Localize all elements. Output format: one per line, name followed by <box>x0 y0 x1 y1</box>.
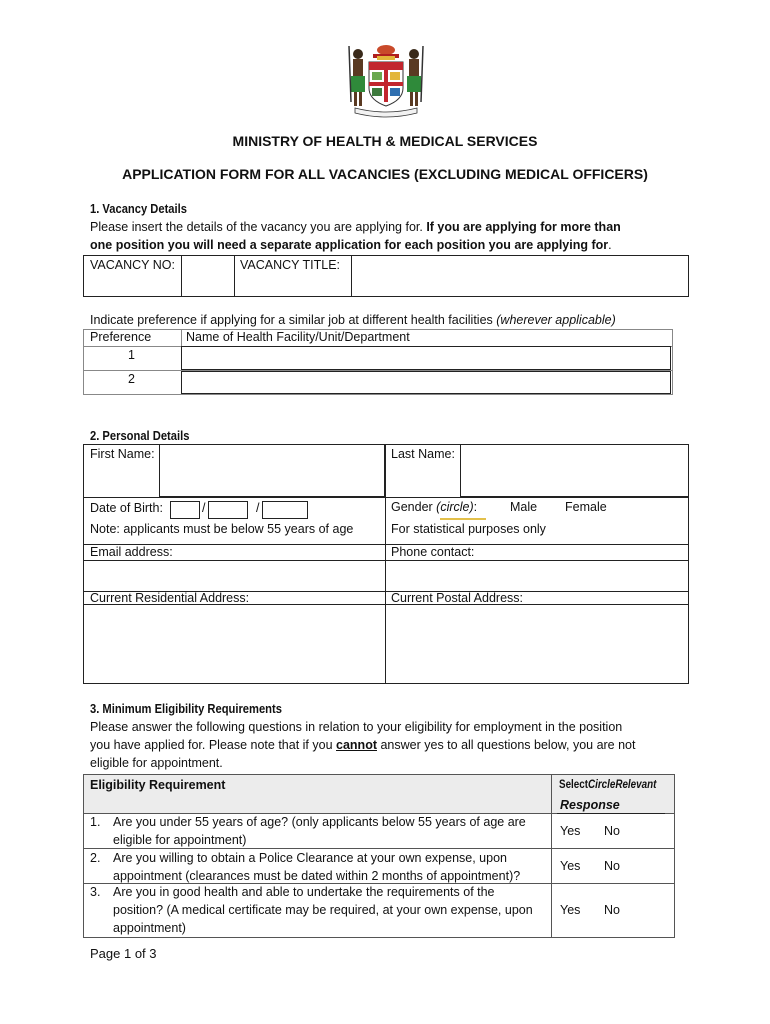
first-name-field[interactable] <box>159 444 385 497</box>
dob-year-field[interactable] <box>262 501 308 519</box>
gender-label: Gender (circle): <box>391 500 478 514</box>
dob-separator-1: / <box>202 501 206 515</box>
vacancy-instructions: Please insert the details of the vacancy you are applying for. If you are applying for more than one position you will need a separate application for each position you are applying for. <box>90 220 621 252</box>
residential-address-field[interactable] <box>84 605 384 683</box>
dob-note: Note: applicants must be below 55 years of age <box>90 522 354 536</box>
dob-month-field[interactable] <box>208 501 248 519</box>
email-field[interactable] <box>84 561 384 590</box>
form-title: APPLICATION FORM FOR ALL VACANCIES (EXCLUDING MEDICAL OFFICERS) <box>122 166 648 182</box>
section-3-heading: 3. Minimum Eligibility Requirements <box>90 701 282 716</box>
vacancy-title-field[interactable] <box>353 257 687 295</box>
coat-of-arms-logo <box>343 42 429 122</box>
last-name-field[interactable] <box>460 444 689 497</box>
vacancy-no-label: VACANCY NO: <box>90 258 175 272</box>
q1-no-option[interactable]: No <box>604 824 620 838</box>
gender-underline <box>440 518 486 520</box>
phone-field[interactable] <box>386 561 688 590</box>
eligibility-instructions: Please answer the following questions in relation to your eligibility for employment in the position you have applied for. Please note that if you cannot answer yes to all questions below, you are not eligible for appointment. <box>90 720 636 770</box>
vacancy-title-label: VACANCY TITLE: <box>240 258 341 272</box>
postal-address-field[interactable] <box>386 605 688 683</box>
q3-no-option[interactable]: No <box>604 903 620 917</box>
dob-day-field[interactable] <box>170 501 200 519</box>
email-label: Email address: <box>90 545 173 559</box>
eligibility-question-2: Are you willing to obtain a Police Clearance at your own expense, upon appointment (clearances must be dated within 2 months of appointment)? <box>113 851 521 883</box>
q1-yes-option[interactable]: Yes <box>560 824 581 838</box>
preference-header: Preference <box>90 330 152 344</box>
statistical-note: For statistical purposes only <box>391 522 546 536</box>
gender-female-option[interactable]: Female <box>565 500 607 514</box>
gender-male-option[interactable]: Male <box>510 500 538 514</box>
q3-yes-option[interactable]: Yes <box>560 903 581 917</box>
preference-number-1: 1 <box>128 348 135 362</box>
page-number: Page 1 of 3 <box>90 946 157 961</box>
q2-yes-option[interactable]: Yes <box>560 859 581 873</box>
residential-address-label: Current Residential Address: <box>90 591 250 605</box>
postal-address-label: Current Postal Address: <box>391 591 524 605</box>
eligibility-question-1: Are you under 55 years of age? (only applicants below 55 years of age are eligible for appointment) <box>113 815 526 847</box>
dob-separator-2: / <box>256 501 260 515</box>
section-1-heading: 1. Vacancy Details <box>90 201 187 216</box>
section-2-heading: 2. Personal Details <box>90 428 190 443</box>
response-header-line2: Response <box>560 798 620 812</box>
preference-number-2: 2 <box>128 372 135 386</box>
eligibility-question-2-number: 2. <box>90 851 101 865</box>
response-header-line1: SelectCircleRelevant <box>559 777 657 791</box>
preference-2-field[interactable] <box>181 371 671 394</box>
last-name-label: Last Name: <box>391 447 455 461</box>
eligibility-question-3: Are you in good health and able to undertake the requirements of the position? (A medical certificate may be required, at your own expense, upon appointment) <box>113 885 533 935</box>
preference-note: Indicate preference if applying for a similar job at different health facilities (wherever applicable) <box>90 313 616 327</box>
eligibility-requirement-header: Eligibility Requirement <box>90 778 226 792</box>
ministry-title: MINISTRY OF HEALTH & MEDICAL SERVICES <box>232 133 538 149</box>
q2-no-option[interactable]: No <box>604 859 620 873</box>
eligibility-question-1-number: 1. <box>90 815 101 829</box>
eligibility-question-3-number: 3. <box>90 885 101 899</box>
vacancy-no-field[interactable] <box>183 257 233 295</box>
phone-label: Phone contact: <box>391 545 475 559</box>
first-name-label: First Name: <box>90 447 155 461</box>
preference-1-field[interactable] <box>181 346 671 370</box>
facility-header: Name of Health Facility/Unit/Department <box>186 330 410 344</box>
dob-label: Date of Birth: <box>90 501 163 515</box>
